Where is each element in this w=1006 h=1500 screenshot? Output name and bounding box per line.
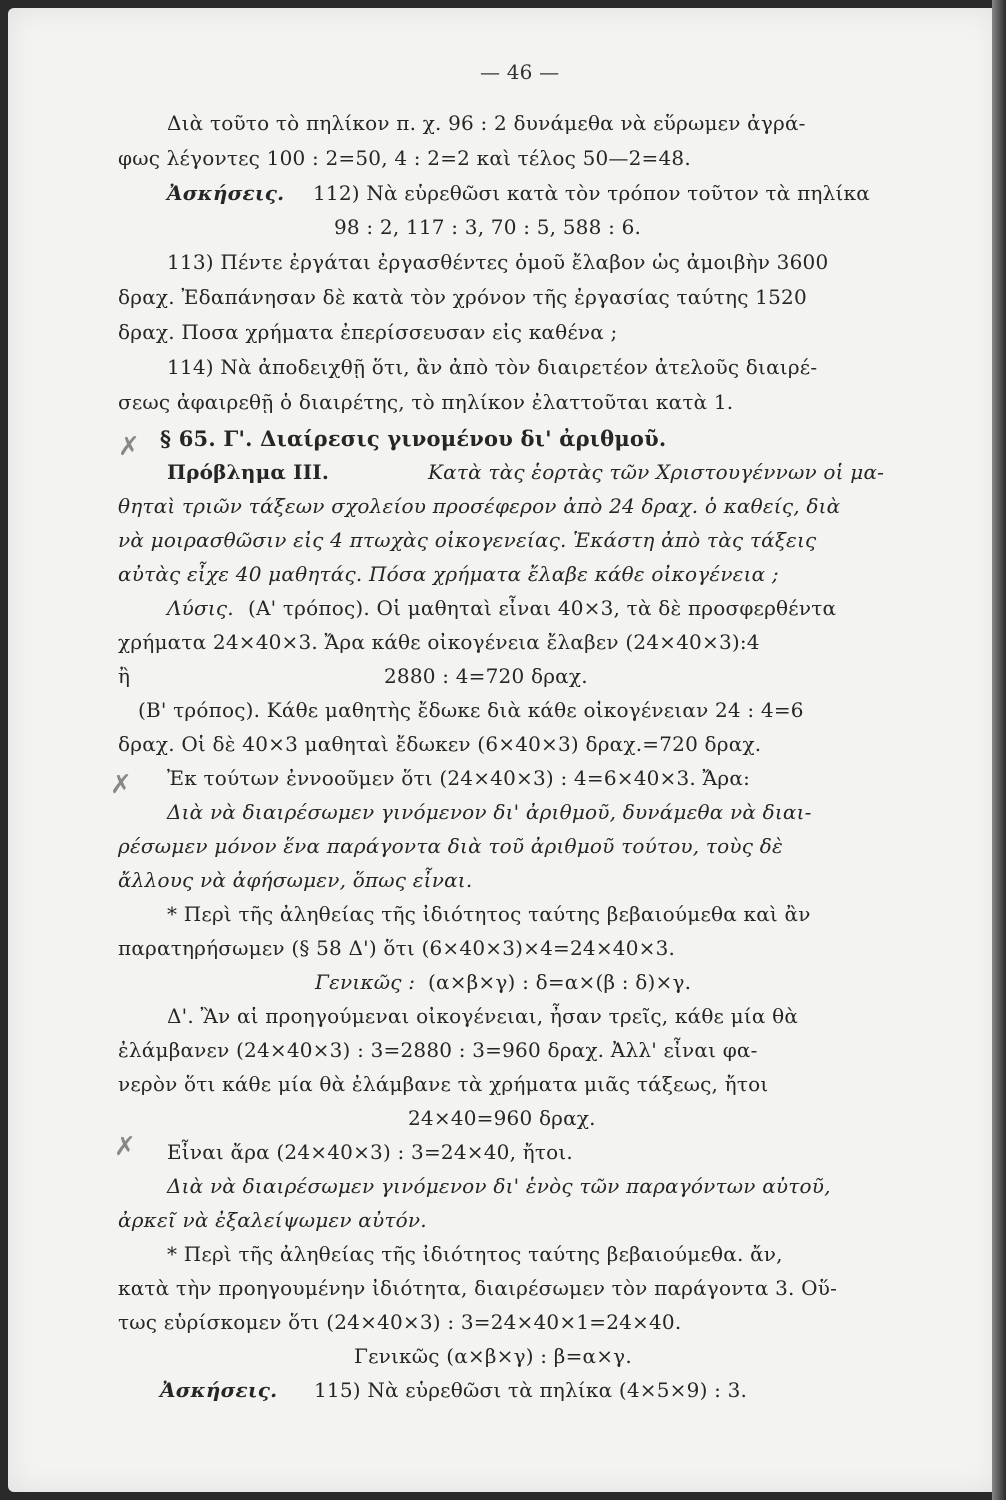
- text-line: * Περὶ τῆς ἀληθείας τῆς ἰδιότητος ταύτης βεβαιούμεθα καὶ ἂν: [167, 902, 811, 926]
- text-line: δραχ. Ποσα χρήματα ἐπερίσσευσαν εἰς καθένα ;: [118, 320, 618, 344]
- text-line: 2880 : 4=720 δραχ.: [384, 664, 588, 688]
- formula: Γενικῶς (α×β×γ) : β=α×γ.: [354, 1344, 632, 1368]
- text-line: 112) Νὰ εὑρεθῶσι κατὰ τὸν τρόπον τοῦτον τὰ πηλίκα: [313, 181, 870, 205]
- page-number: — 46 —: [480, 60, 560, 84]
- text-line: Δ'. Ἂν αἱ προηγούμεναι οἰκογένειαι, ἦσαν τρεῖς, κάθε μία θὰ: [167, 1004, 799, 1028]
- formula: (α×β×γ) : δ=α×(β : δ)×γ.: [428, 970, 692, 994]
- solution-label: Λύσις.: [167, 596, 234, 620]
- text-line: νὰ μοιρασθῶσιν εἰς 4 πτωχὰς οἰκογενείας. Ἑκάστη ἀπὸ τὰς τάξεις: [118, 528, 817, 552]
- text-line: Διὰ νὰ διαιρέσωμεν γινόμενον δι' ἑνὸς τῶν παραγόντων αὐτοῦ,: [167, 1174, 831, 1198]
- text-line: σεως ἀφαιρεθῇ ὁ διαιρέτης, τὸ πηλίκον ἐλαττοῦται κατὰ 1.: [118, 390, 734, 414]
- text-line: (Β' τρόπος). Κάθε μαθητὴς ἔδωκε διὰ κάθε οἰκογένειαν 24 : 4=6: [138, 698, 804, 722]
- text-line: αὐτὰς εἶχε 40 μαθητάς. Πόσα χρήματα ἔλαβε κάθε οἰκογένεια ;: [118, 562, 779, 586]
- text-line: 113) Πέντε ἐργάται ἐργασθέντες ὁμοῦ ἔλαβον ὡς ἀμοιβὴν 3600: [167, 250, 829, 274]
- text-line: δραχ. Οἱ δὲ 40×3 μαθηταὶ ἔδωκεν (6×40×3) δραχ.=720 δραχ.: [118, 732, 762, 756]
- generally-label: Γενικῶς :: [315, 970, 416, 994]
- text-line: Διὰ τοῦτο τὸ πηλίκον π. χ. 96 : 2 δυνάμεθα νὰ εὕρωμεν ἀγρά-: [167, 111, 806, 135]
- text-line: Διὰ νὰ διαιρέσωμεν γινόμενον δι' ἀριθμοῦ, δυνάμεθα νὰ διαι-: [167, 800, 812, 824]
- pencil-x-mark: ✗: [110, 770, 132, 800]
- text-line: 24×40=960 δραχ.: [408, 1106, 596, 1130]
- section-heading: § 65. Γ'. Διαίρεσις γινομένου δι' ἀριθμοῦ.: [160, 426, 667, 451]
- exercises-label: Ἀσκήσεις.: [167, 181, 285, 205]
- text-line: * Περὶ τῆς ἀληθείας τῆς ἰδιότητος ταύτης βεβαιούμεθα. ἄν,: [167, 1242, 783, 1266]
- text-line: χρήματα 24×40×3. Ἄρα κάθε οἰκογένεια ἔλαβεν (24×40×3):4: [118, 630, 760, 654]
- text-line: φως λέγοντες 100 : 2=50, 4 : 2=2 καὶ τέλος 50—2=48.: [118, 146, 691, 170]
- text-line: δραχ. Ἐδαπάνησαν δὲ κατὰ τὸν χρόνον τῆς ἐργασίας ταύτης 1520: [118, 285, 807, 309]
- text-line: τως εὑρίσκομεν ὅτι (24×40×3) : 3=24×40×1=24×40.: [118, 1310, 682, 1334]
- text-line: 114) Νὰ ἀποδειχθῇ ὅτι, ἂν ἀπὸ τὸν διαιρετέον ἀτελοῦς διαιρέ-: [167, 355, 818, 379]
- text-line: κατὰ τὴν προηγουμένην ἰδιότητα, διαιρέσωμεν τὸν παράγοντα 3. Οὕ-: [118, 1276, 838, 1300]
- problem-heading: Πρόβλημα ΙΙΙ.: [167, 460, 329, 484]
- text-line: Ἐκ τούτων ἐννοοῦμεν ὅτι (24×40×3) : 4=6×40×3. Ἄρα:: [167, 766, 751, 790]
- text-line: ἢ: [118, 664, 131, 688]
- pencil-x-mark: ✗: [114, 1132, 136, 1162]
- pencil-x-mark: ✗: [118, 432, 140, 462]
- text-line: 98 : 2, 117 : 3, 70 : 5, 588 : 6.: [334, 215, 642, 239]
- text-line: 115) Νὰ εὑρεθῶσι τὰ πηλίκα (4×5×9) : 3.: [314, 1378, 748, 1402]
- text-line: Κατὰ τὰς ἑορτὰς τῶν Χριστουγέννων οἱ μα-: [428, 460, 885, 484]
- text-line: ρέσωμεν μόνον ἕνα παράγοντα διὰ τοῦ ἀριθμοῦ τούτου, τοὺς δὲ: [118, 834, 783, 858]
- exercises-label: Ἀσκήσεις.: [160, 1378, 278, 1402]
- text-line: ἐλάμβανεν (24×40×3) : 3=2880 : 3=960 δραχ. Ἀλλ' εἶναι φα-: [118, 1038, 758, 1062]
- text-line: ἄλλους νὰ ἀφήσωμεν, ὅπως εἶναι.: [118, 868, 473, 892]
- text-line: παρατηρήσωμεν (§ 58 Δ') ὅτι (6×40×3)×4=24×40×3.: [118, 936, 676, 960]
- text-line: ἀρκεῖ νὰ ἐξαλείψωμεν αὐτόν.: [118, 1208, 427, 1232]
- text-line: νερὸν ὅτι κάθε μία θὰ ἐλάμβανε τὰ χρήματα μιᾶς τάξεως, ἤτοι: [118, 1072, 769, 1096]
- text-line: (Α' τρόπος). Οἱ μαθηταὶ εἶναι 40×3, τὰ δὲ προσφερθέντα: [248, 596, 837, 620]
- page-edge-shadow: [992, 0, 1006, 1500]
- text-line: Εἶναι ἄρα (24×40×3) : 3=24×40, ἤτοι.: [167, 1140, 573, 1164]
- text-line: θηταὶ τριῶν τάξεων σχολείου προσέφερον ἀπὸ 24 δραχ. ὁ καθείς, διὰ: [118, 494, 841, 518]
